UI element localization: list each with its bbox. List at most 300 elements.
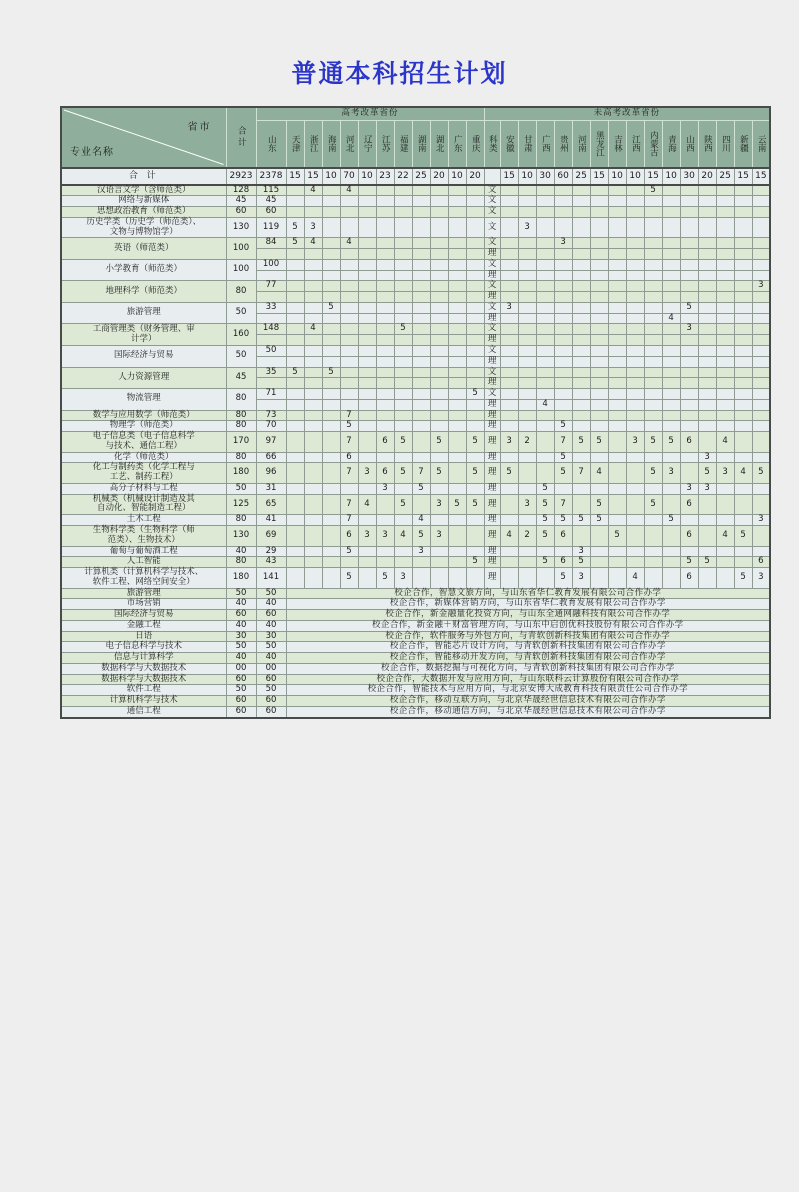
cell-重庆 [466,399,484,410]
major-name: 化学（师范类） [61,452,226,463]
cell-甘肃 [518,185,536,196]
cell-湖北 [430,356,448,367]
cell-安徽 [500,259,518,270]
cell-新疆 [734,483,752,494]
coop-major-name: 计算机科学与技术 [61,696,226,707]
cell-黑龙江 [590,207,608,218]
cell-山东 [256,313,286,324]
cell-吉林 [608,546,626,557]
cell-海南 [322,207,340,218]
cell-福建 [394,249,412,260]
cell-四川: 4 [716,526,734,547]
cell-浙江 [304,249,322,260]
cell-湖北 [430,452,448,463]
coop-major-name: 市场营销 [61,599,226,610]
cell-陕西 [698,281,716,292]
province-header-四川: 四川 [716,120,734,168]
table-row [61,207,770,218]
cell-黑龙江 [590,238,608,249]
cell-广西 [536,345,554,356]
total-安徽: 15 [500,168,518,185]
subject-type: 理 [484,568,500,589]
cell-内蒙古 [644,557,662,568]
cell-山西: 5 [680,302,698,313]
cell-黑龙江 [590,185,608,196]
cell-陕西 [698,185,716,196]
subject-type: 理 [484,270,500,281]
cell-湖北 [430,259,448,270]
cell-新疆 [734,356,752,367]
province-header-新疆: 新疆 [734,120,752,168]
cell-河北 [340,345,358,356]
cell-广西: 5 [536,557,554,568]
province-header-河南: 河南 [572,120,590,168]
cell-山西 [680,292,698,303]
cell-福建 [394,389,412,400]
cell-浙江 [304,313,322,324]
cell-贵州 [554,378,572,389]
cell-重庆 [466,196,484,207]
cell-辽宁 [358,421,376,432]
cell-内蒙古 [644,568,662,589]
major-total: 80 [226,410,256,421]
cell-广东 [448,270,466,281]
cell-安徽 [500,399,518,410]
cell-天津 [286,302,304,313]
cell-湖南 [412,356,430,367]
cell-甘肃 [518,238,536,249]
cell-云南 [752,292,770,303]
cell-湖北: 5 [430,463,448,484]
cell-福建 [394,292,412,303]
cell-安徽 [500,494,518,515]
cell-湖北 [430,185,448,196]
cell-云南: 6 [752,557,770,568]
cell-吉林 [608,238,626,249]
cell-浙江 [304,452,322,463]
cell-河北 [340,270,358,281]
grand-total-row [61,168,770,185]
cell-江苏 [376,302,394,313]
cell-青海 [662,249,680,260]
cell-重庆 [466,345,484,356]
cell-广西 [536,452,554,463]
cell-云南: 3 [752,515,770,526]
subject-type: 理 [484,526,500,547]
cell-广西 [536,546,554,557]
coop-shandong: 60 [256,674,286,685]
table-row [61,463,770,484]
cell-辽宁 [358,399,376,410]
coop-description: 校企合作，大数据开发与应用方向，与山东联科云计算股份有限公司合作办学 [286,674,770,685]
cell-湖南 [412,324,430,335]
cell-湖北 [430,410,448,421]
cell-湖南 [412,259,430,270]
cell-青海 [662,452,680,463]
cell-云南: 3 [752,281,770,292]
cell-吉林 [608,217,626,238]
cell-陕西 [698,238,716,249]
cell-江苏 [376,367,394,378]
province-header-内蒙古: 内蒙古 [644,120,662,168]
cell-河北 [340,378,358,389]
cell-黑龙江 [590,270,608,281]
cell-河南 [572,367,590,378]
cell-江西 [626,557,644,568]
coop-major-name: 日语 [61,631,226,642]
cell-内蒙古 [644,270,662,281]
cell-云南 [752,217,770,238]
cell-广东 [448,335,466,346]
subject-type: 文 [484,302,500,313]
total-河北: 70 [340,168,358,185]
cell-青海: 3 [662,463,680,484]
cell-江西 [626,389,644,400]
cell-陕西 [698,217,716,238]
cell-广西 [536,335,554,346]
major-total: 80 [226,421,256,432]
cell-天津 [286,452,304,463]
cell-甘肃 [518,546,536,557]
cell-安徽 [500,313,518,324]
cell-甘肃 [518,568,536,589]
cell-内蒙古 [644,217,662,238]
table-row [61,546,770,557]
cell-辽宁 [358,249,376,260]
cell-陕西 [698,526,716,547]
cell-湖南 [412,557,430,568]
cell-海南 [322,378,340,389]
cell-重庆 [466,217,484,238]
cell-浙江 [304,302,322,313]
cell-吉林 [608,281,626,292]
cell-吉林 [608,292,626,303]
cell-福建 [394,185,412,196]
cell-江西 [626,463,644,484]
subject-type: 文 [484,185,500,196]
cell-江西 [626,281,644,292]
cell-重庆 [466,335,484,346]
cell-湖北 [430,515,448,526]
cell-广西 [536,421,554,432]
cell-贵州 [554,410,572,421]
cell-湖南 [412,345,430,356]
cell-江西 [626,378,644,389]
cell-湖北 [430,281,448,292]
major-total: 45 [226,196,256,207]
cell-山西: 6 [680,568,698,589]
cell-江苏 [376,196,394,207]
cell-广东 [448,421,466,432]
major-total: 160 [226,324,256,346]
cell-安徽 [500,378,518,389]
cell-云南 [752,452,770,463]
total-陕西: 20 [698,168,716,185]
cell-海南 [322,483,340,494]
coop-shandong: 60 [256,610,286,621]
cell-甘肃 [518,421,536,432]
cell-山东 [256,378,286,389]
province-header-海南: 海南 [322,120,340,168]
cell-内蒙古 [644,399,662,410]
cell-福建 [394,313,412,324]
cell-青海 [662,281,680,292]
cell-黑龙江: 5 [590,494,608,515]
cell-重庆 [466,568,484,589]
cell-江西 [626,421,644,432]
cell-青海 [662,367,680,378]
table-row [61,557,770,568]
corner-header [61,107,226,168]
total-新疆: 15 [734,168,752,185]
cell-天津 [286,324,304,335]
coop-total: 60 [226,696,256,707]
cell-云南: 5 [752,463,770,484]
province-header-福建: 福建 [394,120,412,168]
cell-广西 [536,270,554,281]
cell-陕西 [698,546,716,557]
cell-重庆 [466,410,484,421]
cell-内蒙古 [644,515,662,526]
cell-安徽 [500,515,518,526]
cell-浙江 [304,494,322,515]
cell-青海 [662,335,680,346]
cell-江苏 [376,270,394,281]
cell-山东: 65 [256,494,286,515]
cell-河南 [572,238,590,249]
total-甘肃: 10 [518,168,536,185]
cell-河北 [340,217,358,238]
cell-陕西 [698,410,716,421]
cell-山西 [680,378,698,389]
cell-陕西 [698,207,716,218]
cell-海南 [322,281,340,292]
cell-云南 [752,526,770,547]
cell-吉林 [608,302,626,313]
cell-江苏: 6 [376,463,394,484]
cell-内蒙古 [644,249,662,260]
cell-海南 [322,399,340,410]
cell-四川 [716,494,734,515]
cell-辽宁 [358,259,376,270]
cell-河北 [340,367,358,378]
cell-广东 [448,452,466,463]
cell-新疆 [734,292,752,303]
cell-湖南 [412,302,430,313]
cell-江西 [626,494,644,515]
cell-新疆 [734,302,752,313]
cell-吉林 [608,432,626,453]
cell-云南 [752,270,770,281]
cell-黑龙江 [590,217,608,238]
cell-河北: 5 [340,546,358,557]
cell-吉林 [608,389,626,400]
cell-辽宁 [358,546,376,557]
cell-新疆 [734,367,752,378]
cell-福建 [394,367,412,378]
cell-辽宁 [358,389,376,400]
subject-type: 文 [484,345,500,356]
cell-湖北 [430,313,448,324]
cell-河南 [572,356,590,367]
cell-云南 [752,238,770,249]
cell-安徽 [500,546,518,557]
province-header-江西: 江西 [626,120,644,168]
cell-江苏 [376,335,394,346]
cell-天津 [286,421,304,432]
cell-山东: 66 [256,452,286,463]
cell-青海 [662,399,680,410]
cell-山西: 5 [680,557,698,568]
cell-河北 [340,292,358,303]
cell-甘肃: 3 [518,494,536,515]
major-total: 128 [226,185,256,196]
major-name: 机械类（机械设计制造及其 自动化、智能制造工程） [61,494,226,515]
cell-云南 [752,378,770,389]
subject-type: 理 [484,557,500,568]
cell-山东: 45 [256,196,286,207]
cell-湖北: 3 [430,526,448,547]
cell-广东: 5 [448,494,466,515]
cell-广西: 5 [536,515,554,526]
cell-湖南 [412,249,430,260]
cell-天津 [286,335,304,346]
cell-山西 [680,389,698,400]
cell-广西 [536,356,554,367]
cell-安徽 [500,292,518,303]
cell-辽宁 [358,378,376,389]
cell-福建 [394,270,412,281]
cell-天津 [286,515,304,526]
cell-四川 [716,483,734,494]
cell-黑龙江 [590,557,608,568]
cell-天津 [286,378,304,389]
cell-重庆 [466,526,484,547]
cell-广东 [448,238,466,249]
cell-黑龙江 [590,367,608,378]
cell-湖南 [412,281,430,292]
cell-湖南 [412,432,430,453]
cell-福建 [394,302,412,313]
cell-天津 [286,557,304,568]
cell-广西 [536,281,554,292]
cell-广东 [448,302,466,313]
cell-甘肃 [518,410,536,421]
cell-山东: 35 [256,367,286,378]
coop-description: 校企合作，新金融量化投资方向，与山东全通网融科技有限公司合作办学 [286,610,770,621]
cell-浙江: 4 [304,324,322,335]
cell-吉林 [608,356,626,367]
cell-江西 [626,526,644,547]
cell-辽宁: 3 [358,526,376,547]
cell-广东 [448,356,466,367]
table-row [61,196,770,207]
subject-type: 文 [484,238,500,249]
coop-major-name: 金融工程 [61,620,226,631]
cell-四川 [716,249,734,260]
cell-天津 [286,292,304,303]
major-name: 英语（师范类） [61,238,226,260]
cell-海南 [322,270,340,281]
cell-吉林 [608,207,626,218]
cell-陕西 [698,292,716,303]
cell-天津 [286,196,304,207]
cell-山西 [680,259,698,270]
cell-天津 [286,249,304,260]
cell-甘肃: 2 [518,526,536,547]
subject-type: 理 [484,378,500,389]
cell-山东: 100 [256,259,286,270]
cell-安徽: 4 [500,526,518,547]
subject-type: 理 [484,452,500,463]
cell-湖北 [430,421,448,432]
cell-新疆 [734,335,752,346]
cell-四川 [716,207,734,218]
cell-福建 [394,259,412,270]
cell-重庆 [466,281,484,292]
cell-广东 [448,217,466,238]
cell-河南 [572,335,590,346]
cell-海南 [322,526,340,547]
cell-内蒙古 [644,421,662,432]
cell-江苏 [376,313,394,324]
cell-河北 [340,483,358,494]
coop-description: 校企合作，移动互联方向，与北京华晟经世信息技术有限公司合作办学 [286,696,770,707]
major-total: 80 [226,557,256,568]
major-name: 汉语言文学（含师范类） [61,185,226,196]
cell-广西 [536,568,554,589]
cell-内蒙古: 5 [644,432,662,453]
coop-major-name: 旅游管理 [61,588,226,599]
coop-row [61,707,770,718]
cell-山东: 43 [256,557,286,568]
cell-甘肃: 3 [518,217,536,238]
coop-row [61,653,770,664]
major-name: 历史学类（历史学（师范类）、 文物与博物馆学） [61,217,226,238]
cell-甘肃 [518,335,536,346]
cell-新疆 [734,410,752,421]
cell-山西: 3 [680,483,698,494]
cell-安徽 [500,324,518,335]
cell-河南: 5 [572,515,590,526]
coop-total: 60 [226,707,256,718]
cell-吉林 [608,421,626,432]
cell-浙江 [304,335,322,346]
cell-湖北 [430,345,448,356]
total-江西: 10 [626,168,644,185]
subject-type: 理 [484,399,500,410]
cell-江西 [626,367,644,378]
cell-贵州: 5 [554,463,572,484]
cell-江苏 [376,238,394,249]
cell-湖北 [430,399,448,410]
major-total: 50 [226,345,256,367]
province-header-贵州: 贵州 [554,120,572,168]
cell-云南 [752,345,770,356]
coop-shandong: 00 [256,663,286,674]
subject-type: 文 [484,196,500,207]
coop-description: 校企合作，智慧文旅方向，与山东省华仁教育发展有限公司合作办学 [286,588,770,599]
cell-江苏 [376,494,394,515]
cell-江苏 [376,399,394,410]
cell-陕西 [698,196,716,207]
major-name: 计算机类（计算机科学与技术、 软件工程、网络空间安全） [61,568,226,589]
cell-海南 [322,238,340,249]
cell-山西 [680,515,698,526]
cell-云南 [752,324,770,335]
cell-河北: 4 [340,238,358,249]
cell-重庆: 5 [466,557,484,568]
